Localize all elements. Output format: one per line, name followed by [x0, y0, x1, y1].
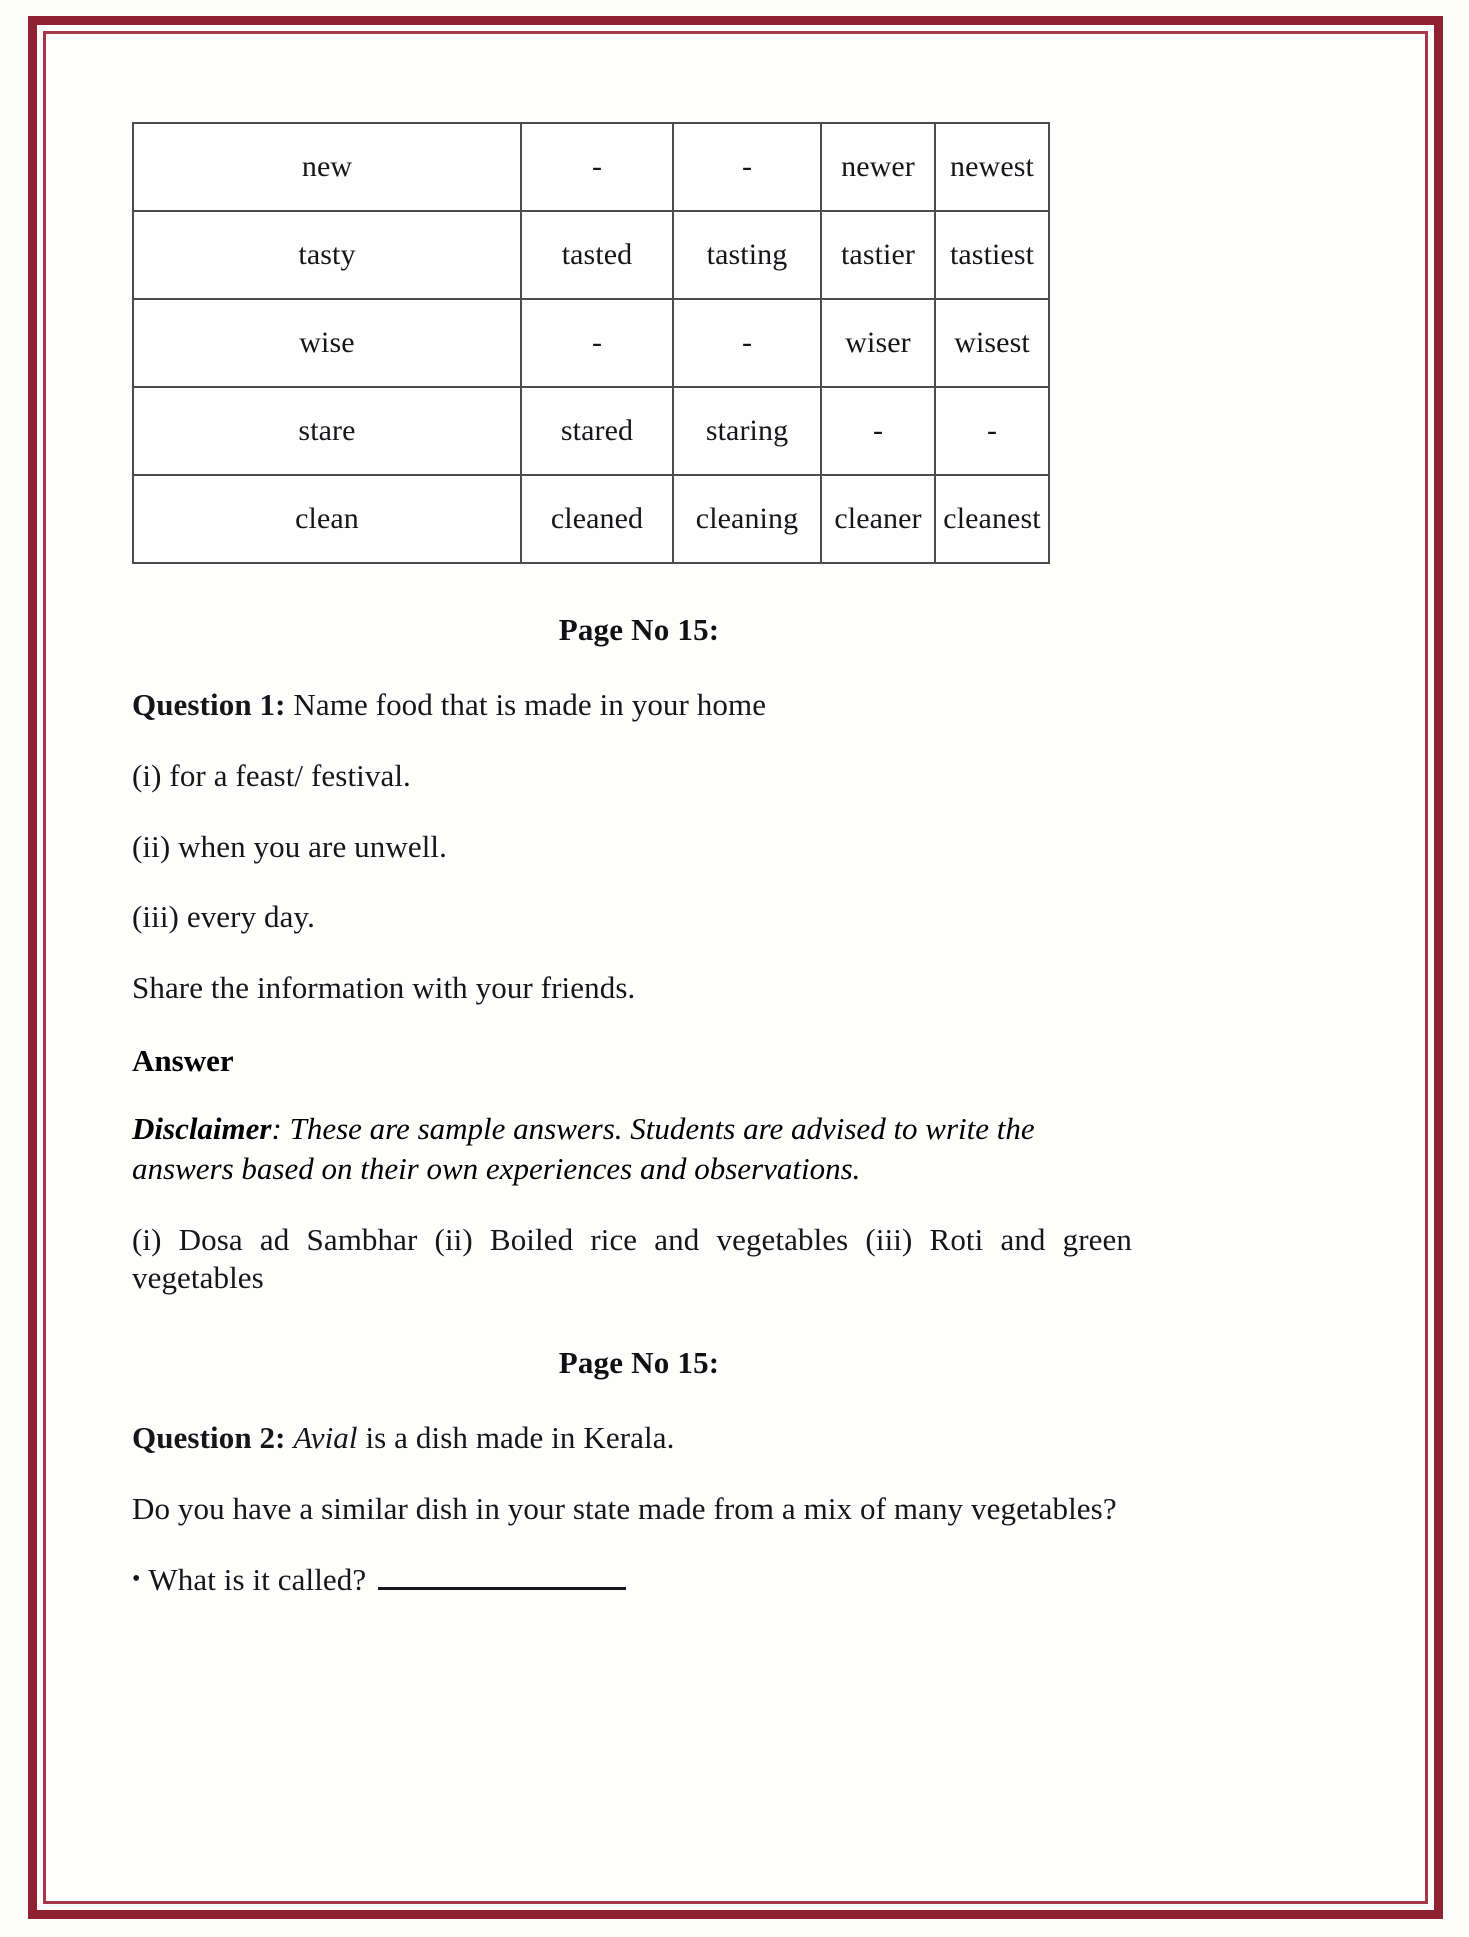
table-cell-base: new — [133, 123, 521, 211]
table-cell-superlative: cleanest — [935, 475, 1049, 563]
table-cell-superlative: wisest — [935, 299, 1049, 387]
question-two — [132, 1419, 1218, 1457]
table-row — [133, 123, 1049, 211]
page-paper — [46, 34, 1425, 1901]
table-cell-continuous: cleaning — [673, 475, 821, 563]
bullet-icon: • — [132, 1565, 141, 1592]
table-cell-base: tasty — [133, 211, 521, 299]
table-cell-comparative: cleaner — [821, 475, 935, 563]
question-one — [132, 686, 1218, 724]
table-cell-past: stared — [521, 387, 673, 475]
question-two-bullet — [132, 1561, 1218, 1599]
page-heading-one: Page No 15: — [558, 612, 720, 647]
table-cell-base: wise — [133, 299, 521, 387]
table-cell-base: clean — [133, 475, 521, 563]
question-two-label: Question 2: — [132, 1420, 286, 1456]
page-border-inner — [43, 31, 1428, 1904]
table-row — [133, 475, 1049, 563]
question-two-prompt: Do you have a similar dish in your state made from a mix of many vegetables? — [132, 1490, 1117, 1526]
disclaimer-label: Disclaimer — [132, 1111, 272, 1147]
answer-label-one: Answer — [132, 1043, 234, 1079]
page-content — [132, 122, 1218, 1598]
table-cell-continuous: staring — [673, 387, 821, 475]
question-one-label: Question 1: — [132, 687, 286, 722]
table-cell-superlative: - — [935, 387, 1049, 475]
answer-blank-line[interactable] — [378, 1565, 626, 1590]
page-heading-two: Page No 15: — [558, 1345, 720, 1381]
table-cell-comparative: newer — [821, 123, 935, 211]
question-two-dish-name: Avial — [293, 1420, 358, 1456]
question-one-item-iii: (iii) every day. — [132, 899, 315, 935]
table-cell-superlative: tastiest — [935, 211, 1049, 299]
table-cell-past: - — [521, 299, 673, 387]
table-cell-continuous: - — [673, 123, 821, 211]
answer-one-text: (i) Dosa ad Sambhar (ii) Boiled rice and vegetables (iii) Roti and green vegetables — [132, 1222, 1132, 1296]
table-cell-continuous: - — [673, 299, 821, 387]
question-one-item-ii: (ii) when you are unwell. — [132, 828, 447, 864]
table-cell-comparative: wiser — [821, 299, 935, 387]
disclaimer-text: : These are sample answers. Students are advised to write the answers based on their own experiences and observations. — [132, 1111, 1035, 1186]
table-cell-comparative: - — [821, 387, 935, 475]
question-one-text: Name food that is made in your home — [285, 687, 767, 722]
disclaimer-note — [132, 1109, 1132, 1188]
table-cell-base: stare — [133, 387, 521, 475]
table-row — [133, 299, 1049, 387]
page-border-outer — [28, 16, 1443, 1919]
question-two-bullet-text: What is it called? — [148, 1561, 367, 1597]
table-cell-past: tasted — [521, 211, 673, 299]
word-forms-table — [132, 122, 1050, 564]
table-row — [133, 211, 1049, 299]
table-row — [133, 387, 1049, 475]
table-cell-comparative: tastier — [821, 211, 935, 299]
table-cell-past: - — [521, 123, 673, 211]
question-two-text: is a dish made in Kerala. — [357, 1420, 675, 1456]
share-information-line: Share the information with your friends. — [132, 970, 636, 1006]
table-cell-continuous: tasting — [673, 211, 821, 299]
table-cell-superlative: newest — [935, 123, 1049, 211]
table-cell-past: cleaned — [521, 475, 673, 563]
question-one-item-i: (i) for a feast/ festival. — [132, 757, 411, 793]
